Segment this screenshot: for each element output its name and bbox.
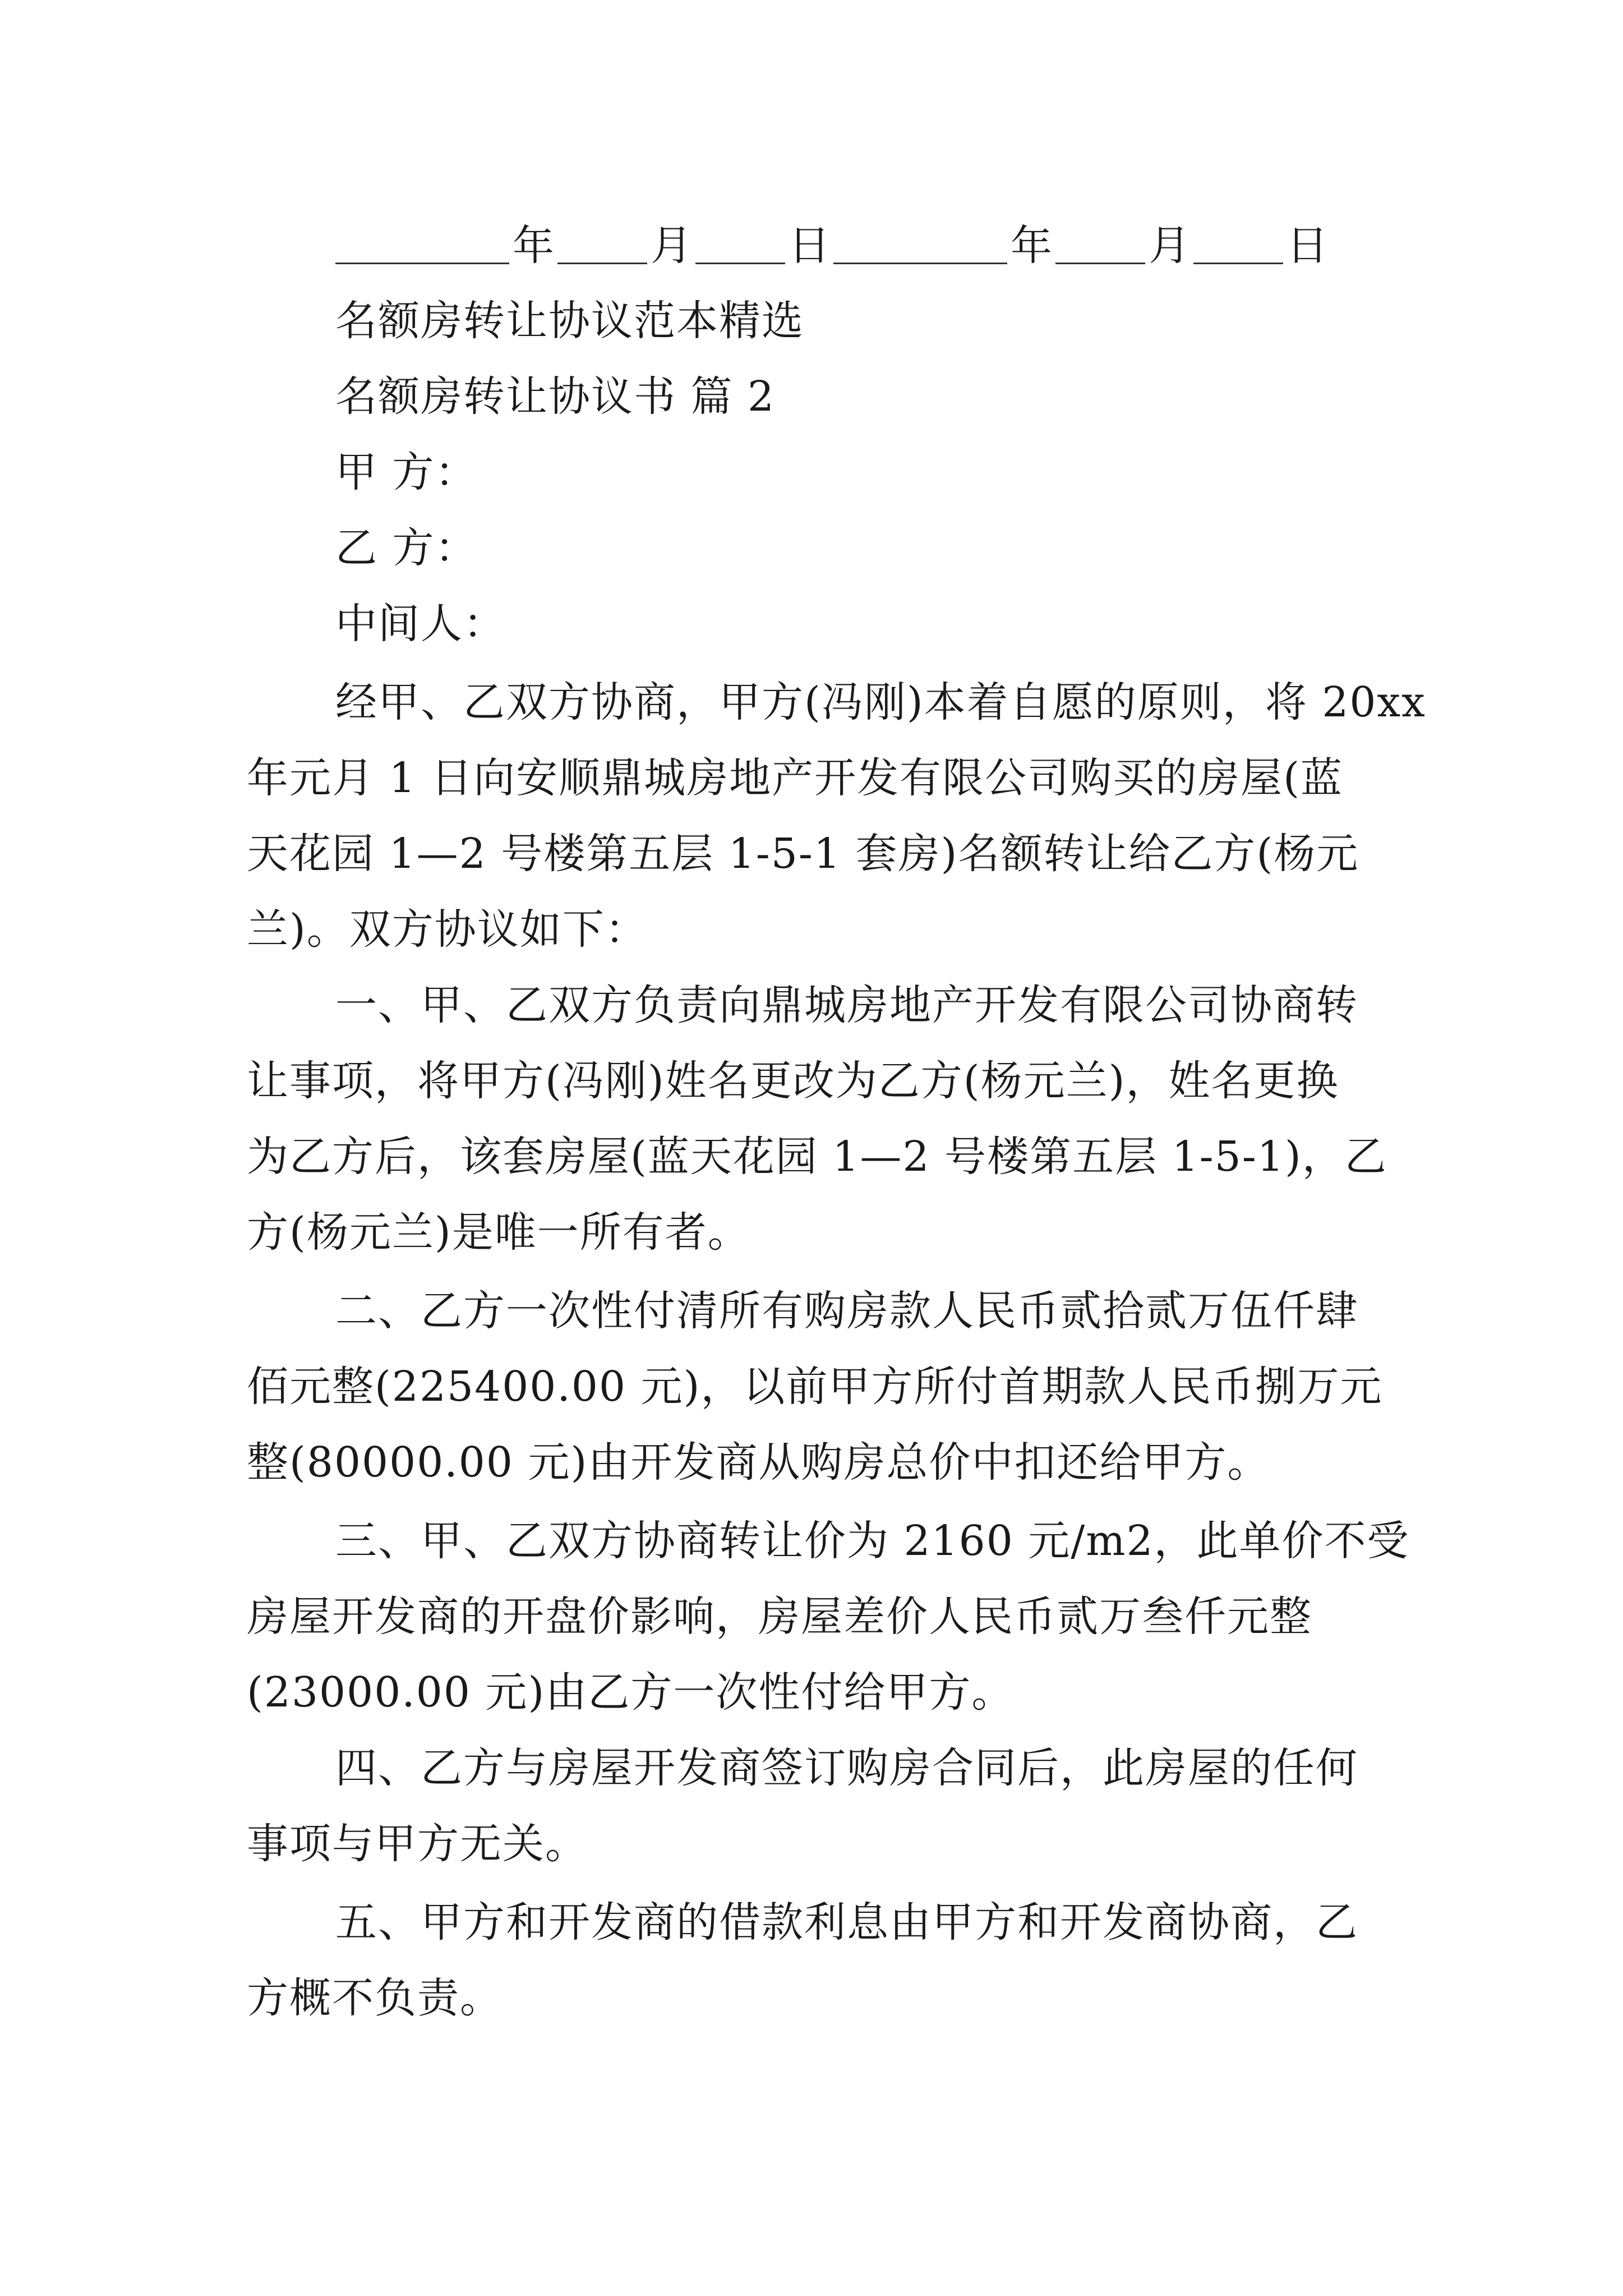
day-blank-2[interactable] [1193,221,1283,264]
day-label-2: 日 [1287,222,1328,270]
body-line: 事项与甲方无关。 [247,1820,588,1868]
body-line: 方概不负责。 [247,1974,502,2022]
document-subtitle: 名额房转让协议书 篇 2 [335,372,776,421]
year-label-2: 年 [1011,222,1052,270]
body-line: 三、甲、乙双方协商转让价为 2160 元/m2，此单价不受 [335,1517,1410,1565]
body-line: 房屋开发商的开盘价影响，房屋差价人民币贰万叁仟元整 [247,1593,1312,1641]
party-b-label: 乙 方： [335,524,478,572]
month-label-2: 月 [1149,222,1190,270]
body-line: 方(杨元兰)是唯一所有者。 [247,1208,750,1257]
body-line: 整(80000.00 元)由开发商从购房总价中扣还给甲方。 [247,1438,1270,1487]
body-line: 五、甲方和开发商的借款利息由甲方和开发商协商，乙 [335,1898,1358,1947]
year-blank-2[interactable] [833,221,1007,264]
body-line: 二、乙方一次性付清所有购房款人民币贰拾贰万伍仟肆 [335,1287,1358,1335]
body-line: 为乙方后，该套房屋(蓝天花园 1—2 号楼第五层 1-5-1)，乙 [247,1133,1387,1181]
body-line: 兰)。双方协议如下： [247,905,648,954]
body-line: 四、乙方与房屋开发商签订购房合同后，此房屋的任何 [335,1744,1358,1792]
document-title: 名额房转让协议范本精选 [335,297,804,345]
body-line: 天花园 1—2 号楼第五层 1-5-1 套房)名额转让给乙方(杨元 [247,830,1359,878]
signature-date-row [335,222,1331,270]
month-blank-1[interactable] [557,221,647,264]
month-blank-2[interactable] [1055,221,1145,264]
day-blank-1[interactable] [695,221,785,264]
body-line: 让事项，将甲方(冯刚)姓名更改为乙方(杨元兰)，姓名更换 [247,1057,1339,1105]
year-blank-1[interactable] [335,221,509,264]
body-line: (23000.00 元)由乙方一次性付给甲方。 [247,1668,1015,1717]
body-line: 经甲、乙双方协商，甲方(冯刚)本着自愿的原则，将 20xx [335,678,1426,726]
month-label-1: 月 [651,222,692,270]
body-line: 年元月 1 日向安顺鼎城房地产开发有限公司购买的房屋(蓝 [247,754,1343,802]
day-label-1: 日 [789,222,830,270]
middleman-label: 中间人： [335,600,506,648]
year-label-1: 年 [513,222,554,270]
body-line: 佰元整(225400.00 元)，以前甲方所付首期款人民币捌万元 [247,1363,1383,1411]
body-line: 一、甲、乙双方负责向鼎城房地产开发有限公司协商转 [335,981,1358,1029]
party-a-label: 甲 方： [335,448,478,496]
